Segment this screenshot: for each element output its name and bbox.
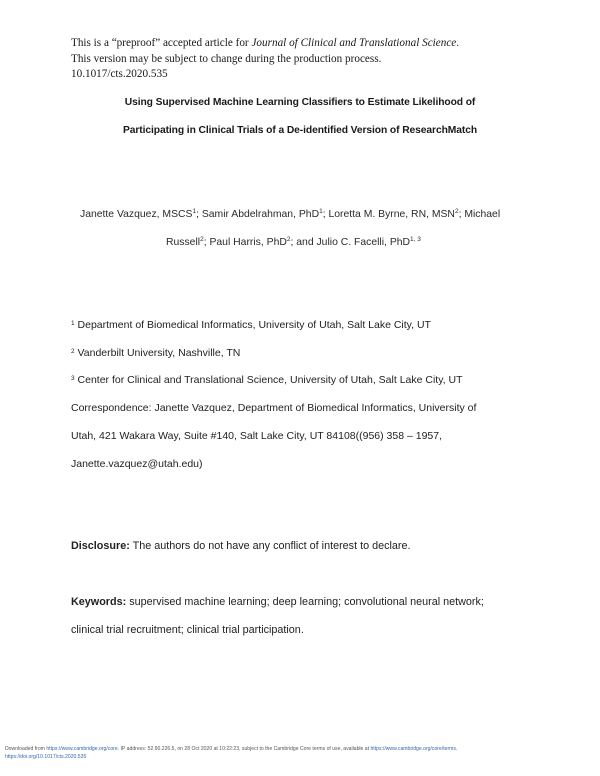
correspondence-line2: Utah, 421 Wakara Way, Suite #140, Salt Lake City, UT 84108((956) 358 – 1957,: [71, 430, 443, 442]
affiliation-text: Vanderbilt University, Nashville, TN: [74, 347, 241, 359]
notice-text: This is a “preproof” accepted article for: [71, 37, 252, 49]
author-name: Janette Vazquez, MSCS: [80, 209, 193, 220]
author-affiliation-marker: 2: [454, 208, 459, 215]
disclosure-text: The authors do not have any conflict of interest to declare.: [129, 540, 411, 552]
footer-link-terms[interactable]: https://www.cambridge.org/core/terms: [370, 746, 456, 752]
keywords-label: Keywords:: [71, 596, 127, 608]
download-footer-line1: [5, 746, 457, 753]
correspondence-line1: Correspondence: Janette Vazquez, Department of Biomedical Informatics, University of: [71, 402, 477, 414]
footer-text: .: [455, 746, 458, 752]
affiliation-1: [71, 319, 431, 331]
author-list-line2: [166, 236, 421, 248]
author-name: Russell: [166, 237, 201, 248]
preproof-notice-line1: [71, 36, 459, 50]
keywords-line2: clinical trial recruitment; clinical trial participation.: [71, 624, 304, 636]
notice-period: .: [456, 37, 460, 49]
author-affiliation-marker: 2: [286, 236, 291, 243]
journal-name: Journal of Clinical and Translational Science: [251, 37, 457, 49]
disclosure-label: Disclosure:: [71, 540, 130, 552]
affiliation-marker: 2: [71, 348, 75, 355]
affiliation-text: Department of Biomedical Informatics, University of Utah, Salt Lake City, UT: [74, 319, 431, 331]
affiliation-text: Center for Clinical and Translational Science, University of Utah, Salt Lake City, UT: [74, 374, 463, 386]
footer-text: . IP address: 52.90.226.5, on 28 Oct 2020 at 10:22:23, subject to the Cambridge Core terms of use, available at: [117, 746, 371, 752]
paper-title-line2: Participating in Clinical Trials of a De-identified Version of ResearchMatch: [122, 125, 478, 136]
doi: 10.1017/cts.2020.535: [71, 68, 168, 80]
affiliation-marker: 3: [71, 375, 75, 382]
author-list-line1: [80, 208, 500, 220]
download-footer-line2: [5, 754, 86, 761]
disclosure-statement: [71, 540, 411, 552]
author-name: ; Paul Harris, PhD: [203, 237, 287, 248]
keywords-line1: [71, 596, 484, 608]
paper-title-line1: Using Supervised Machine Learning Classifiers to Estimate Likelihood of: [124, 97, 476, 108]
author-affiliation-marker: 1: [192, 208, 197, 215]
footer-text: Downloaded from: [5, 746, 47, 752]
author-affiliation-marker: 2: [200, 236, 204, 243]
affiliation-3: [71, 374, 463, 386]
author-name: ; Loretta M. Byrne, RN, MSN: [322, 209, 455, 220]
author-affiliation-marker: 1: [319, 208, 323, 215]
footer-link-core[interactable]: https://www.cambridge.org/core: [46, 746, 118, 752]
author-affiliation-marker: 1, 3: [410, 236, 421, 243]
preproof-notice-line2: This version may be subject to change during the production process.: [71, 53, 382, 65]
affiliation-2: [71, 347, 240, 359]
author-name: ; and Julio C. Facelli, PhD: [290, 237, 411, 248]
keywords-text: supervised machine learning; deep learning; convolutional neural network;: [126, 596, 484, 608]
affiliation-marker: 1: [71, 320, 75, 327]
author-name: ; Michael: [458, 209, 501, 220]
author-name: ; Samir Abdelrahman, PhD: [196, 209, 320, 220]
correspondence-email: Janette.vazquez@utah.edu): [71, 458, 203, 470]
footer-link-doi[interactable]: https://doi.org/10.1017/cts.2020.535: [5, 754, 87, 760]
